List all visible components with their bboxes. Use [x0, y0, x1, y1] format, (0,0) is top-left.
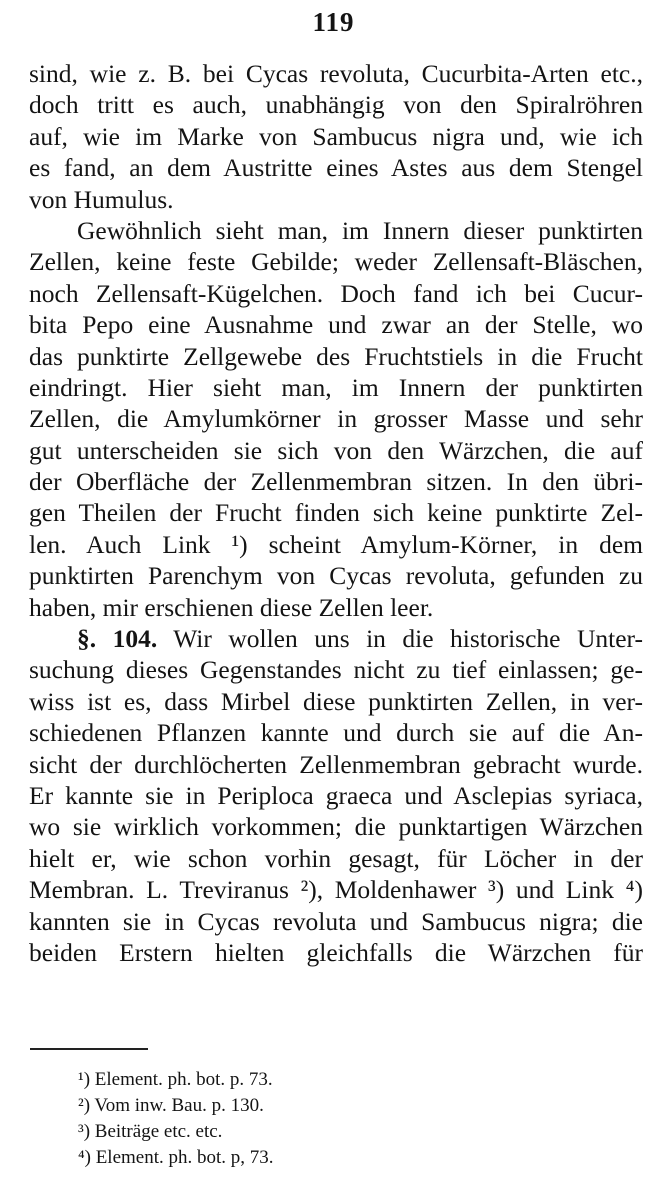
text-line: es fand, an dem Austritte eines Astes aus dem Stengel [29, 153, 643, 183]
section-label: §. 104. [77, 624, 158, 654]
text-line: doch tritt es auch, unabhängig von den Spiralröhren [29, 90, 643, 120]
text-line: sicht der durchlöcherten Zellenmembran gebracht wurde. [29, 749, 643, 779]
text-line: wo sie wirklich vorkommen; die punktartigen Wärzchen [29, 812, 643, 842]
text-line: len. Auch Link ¹) scheint Amylum-Körner, in dem [29, 529, 643, 559]
text-line: punktirten Parenchym von Cycas revoluta, gefunden zu [29, 561, 643, 591]
text-line: beiden Erstern hielten gleichfalls die Wärzchen für [29, 937, 643, 967]
footnote-3: ³) Beiträge etc. etc. [78, 1121, 223, 1142]
text-line: bita Pepo eine Ausnahme und zwar an der Stelle, wo [29, 310, 643, 340]
footnote-divider [30, 1048, 148, 1050]
text-line: das punktirte Zellgewebe des Fruchtstiels in die Frucht [29, 341, 643, 371]
text-line: Membran. L. Treviranus ²), Moldenhawer ³) und Link ⁴) [29, 875, 643, 905]
paragraph-2 [29, 215, 643, 623]
text-segment: Wir wollen uns in die historische Unter- [157, 624, 643, 654]
page-number: 119 [312, 7, 355, 37]
body-text [29, 58, 643, 968]
text-line: gut unterscheiden sie sich von den Wärzchen, die auf [29, 435, 643, 465]
text-line: Gewöhnlich sieht man, im Innern dieser punktirten [77, 215, 643, 245]
text-line: Zellen, die Amylumkörner in grosser Masse und sehr [29, 404, 643, 434]
text-line: suchung dieses Gegenstandes nicht zu tief einlassen; ge- [29, 655, 643, 685]
text-line: wiss ist es, dass Mirbel diese punktirten Zellen, in ver- [29, 686, 643, 716]
text-line: Zellen, keine feste Gebilde; weder Zellensaft-Bläschen, [29, 247, 643, 277]
text-line: Er kannte sie in Periploca graeca und Asclepias syriaca, [29, 780, 643, 810]
text-line: eindringt. Hier sieht man, im Innern der punktirten [29, 372, 643, 402]
paragraph-3 [29, 623, 643, 968]
footnote-4: ⁴) Element. ph. bot. p, 73. [78, 1147, 274, 1168]
text-line: sind, wie z. B. bei Cycas revoluta, Cucurbita-Arten etc., [29, 59, 643, 88]
text-line: schiedenen Pflanzen kannte und durch sie auf die An- [29, 718, 643, 748]
text-line: auf, wie im Marke von Sambucus nigra und, wie ich [29, 121, 643, 151]
text-line: gen Theilen der Frucht finden sich keine punktirte Zel- [29, 498, 643, 528]
footnote-1: ¹) Element. ph. bot. p. 73. [78, 1069, 273, 1090]
footnote-2: ²) Vom inw. Bau. p. 130. [78, 1095, 264, 1116]
text-line: der Oberfläche der Zellenmembran sitzen. In den übri- [29, 467, 643, 497]
footnotes [78, 1067, 478, 1171]
text-line: kannten sie in Cycas revoluta und Sambucus nigra; die [29, 906, 643, 936]
text-line: von Humulus. [29, 184, 174, 214]
text-line: noch Zellensaft-Kügelchen. Doch fand ich bei Cucur- [29, 278, 643, 308]
text-line [29, 623, 643, 654]
text-line: haben, mir erschienen diese Zellen leer. [29, 592, 434, 622]
text-line: hielt er, wie schon vorhin gesagt, für Löcher in der [29, 843, 643, 873]
paragraph-1 [29, 58, 643, 215]
